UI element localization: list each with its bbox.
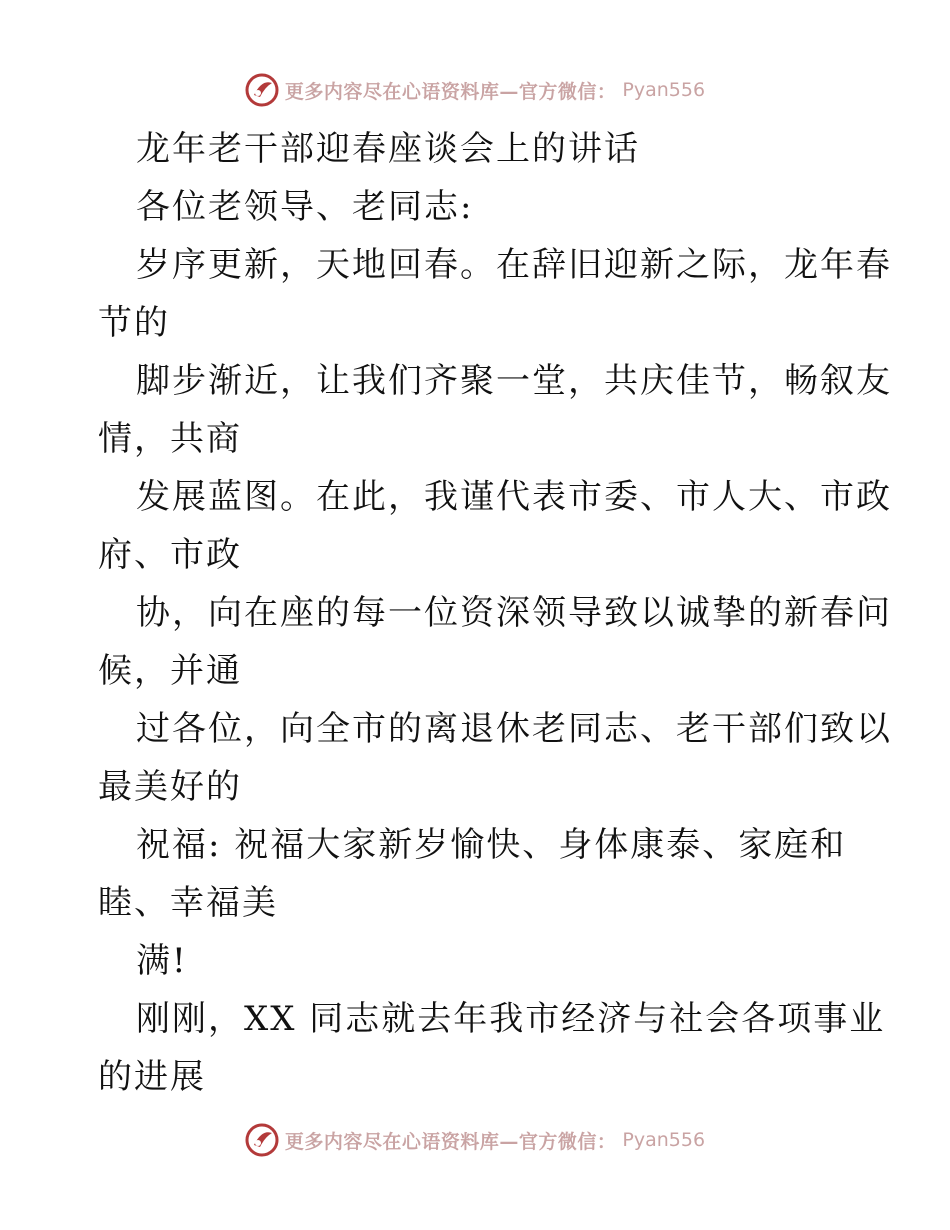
doc-line: 情，共商 [98,419,242,459]
doc-line: 过各位，向全市的离退休老同志、老干部们致以 [136,709,892,749]
library-logo-icon [245,73,279,107]
banner-wechat-id: Pyan556 [622,1129,706,1151]
doc-line: 祝福: 祝福大家新岁愉快、身体康泰、家庭和 [136,825,847,865]
doc-title: 龙年老干部迎春座谈会上的讲话 [136,129,640,169]
doc-line: 脚步渐近，让我们齐聚一堂，共庆佳节，畅叙友 [136,361,892,401]
library-logo-icon [245,1123,279,1157]
doc-line: 满! [136,941,188,981]
document-body [98,120,892,1106]
doc-line: 协，向在座的每一位资深领导致以诚挚的新春问 [136,593,892,633]
doc-salutation: 各位老领导、老同志: [136,187,474,227]
doc-line: 岁序更新，天地回春。在辞旧迎新之际，龙年春 [136,245,892,285]
doc-line: 最美好的 [98,767,242,807]
banner-text: 更多内容尽在心语资料库—官方微信： [284,1130,617,1153]
doc-line: 刚刚，XX 同志就去年我市经济与社会各项事业 [136,999,886,1039]
doc-line: 候，并通 [98,651,242,691]
banner-wechat-id: Pyan556 [622,79,706,101]
banner-text: 更多内容尽在心语资料库—官方微信： [284,80,617,103]
doc-line: 节的 [98,303,170,343]
doc-line: 睦、幸福美 [98,883,278,923]
header-banner [0,70,950,110]
doc-line: 府、市政 [98,535,242,575]
doc-line: 的进展 [98,1057,206,1097]
footer-banner [0,1120,950,1160]
doc-line: 发展蓝图。在此，我谨代表市委、市人大、市政 [136,477,892,517]
